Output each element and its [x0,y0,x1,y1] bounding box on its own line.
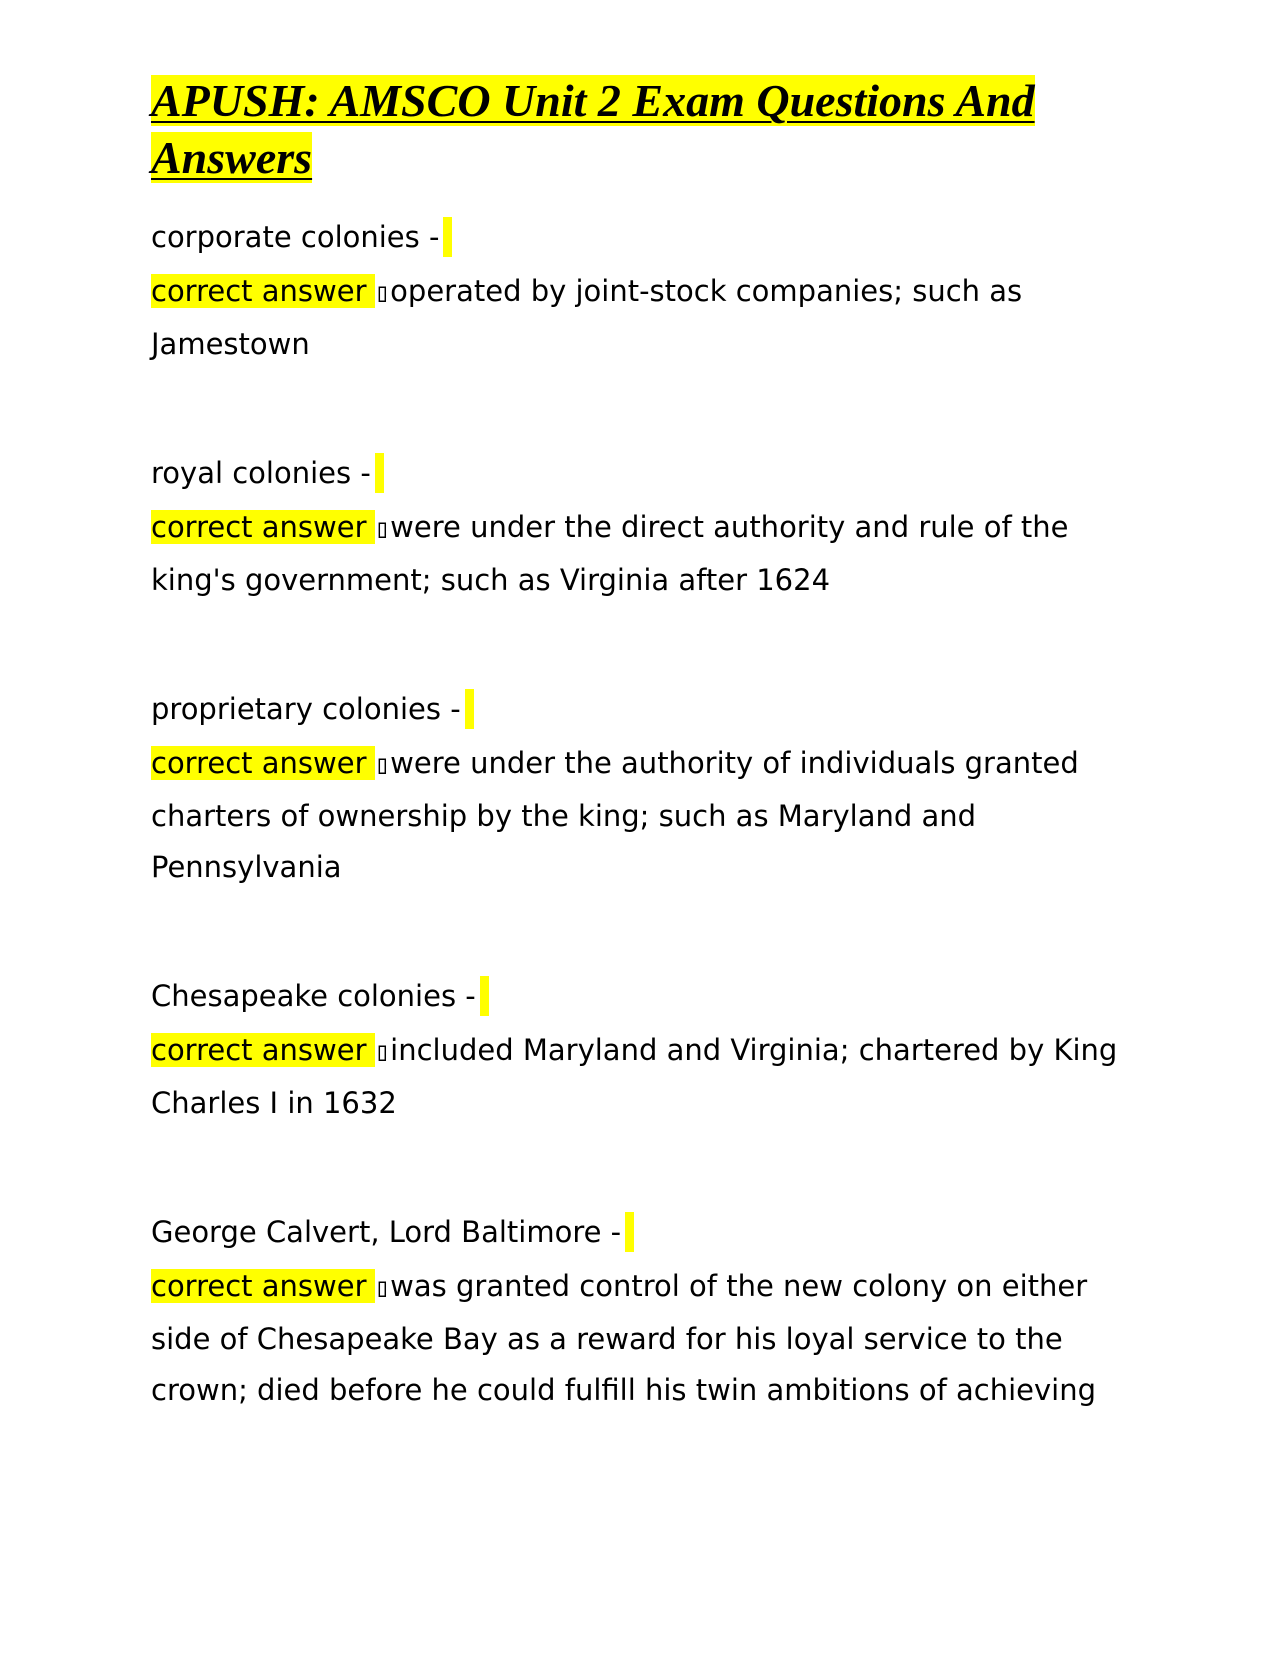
highlight-marker [443,217,452,257]
answer-label: correct answer [151,274,375,308]
question-term [151,686,1131,732]
answer-body: included Maryland and Virginia; chartered by King Charles I in 1632 [151,1033,1118,1120]
term-text: Chesapeake colonies - [151,979,476,1013]
answer-body: were under the authority of individuals granted charters of ownership by the king; such as Maryland and Pennsylvania [151,746,1079,884]
answer-label: correct answer [151,510,375,544]
question-term [151,973,1131,1019]
answer-body: was granted control of the new colony on either side of Chesapeake Bay as a reward for his loyal service to the crown; died before he could fulfill his twin ambitions of achieving [151,1269,1097,1407]
document-title [151,72,1131,186]
qa-entry [151,450,1131,606]
term-text: royal colonies - [151,456,371,490]
missing-glyph-icon: ▯ [374,1037,391,1067]
missing-glyph-icon: ▯ [374,750,391,780]
answer-text [151,1025,1131,1129]
answer-text [151,502,1131,606]
question-term [151,214,1131,260]
answer-text [151,738,1131,893]
term-text: George Calvert, Lord Baltimore - [151,1215,622,1249]
qa-entry [151,214,1131,370]
document-page [151,72,1131,1496]
highlight-marker [625,1212,634,1252]
qa-entry [151,1209,1131,1416]
answer-label: correct answer [151,746,375,780]
term-text: proprietary colonies - [151,692,461,726]
missing-glyph-icon: ▯ [374,1273,391,1303]
answer-label: correct answer [151,1269,375,1303]
answer-label: correct answer [151,1033,375,1067]
highlight-marker [375,453,384,493]
question-term [151,1209,1131,1255]
missing-glyph-icon: ▯ [374,514,391,544]
qa-entry [151,973,1131,1129]
answer-text [151,266,1131,370]
qa-entry [151,686,1131,893]
question-term [151,450,1131,496]
highlight-marker [480,976,489,1016]
title-highlight: APUSH: AMSCO Unit 2 Exam Questions And Answers [151,75,1035,183]
term-text: corporate colonies - [151,220,440,254]
answer-body: were under the direct authority and rule of the king's government; such as Virginia after 1624 [151,510,1069,597]
answer-body: operated by joint-stock companies; such as Jamestown [151,274,1023,361]
highlight-marker [465,689,474,729]
answer-text [151,1261,1131,1416]
missing-glyph-icon: ▯ [374,278,391,308]
